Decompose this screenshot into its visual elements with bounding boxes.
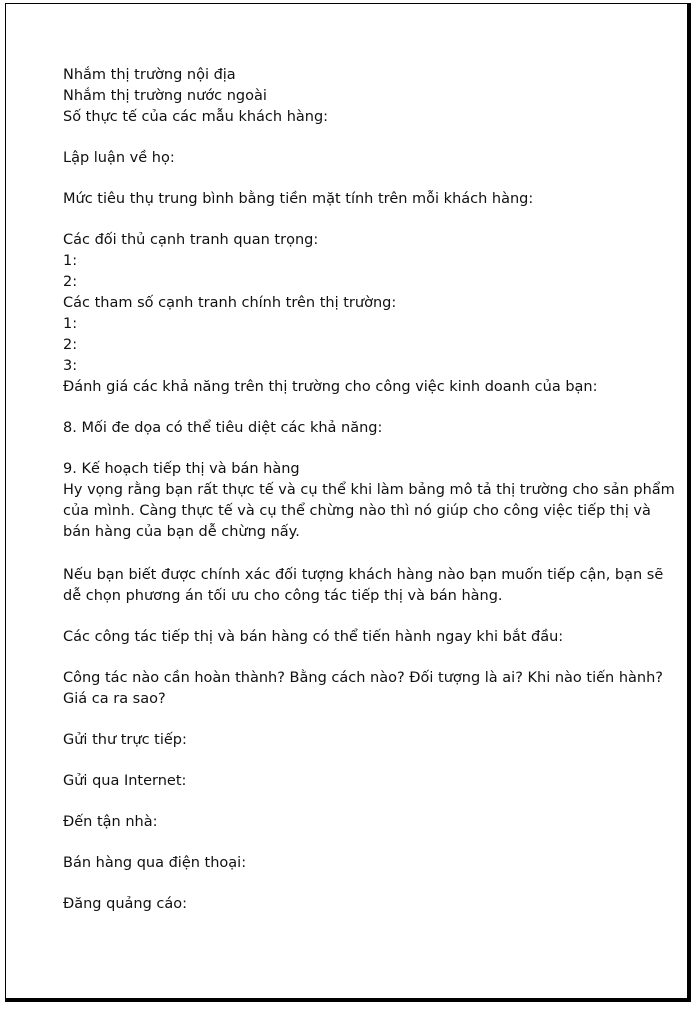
paragraph-line: Hy vọng rằng bạn rất thực tế và cụ thể khi làm bảng mô tả thị trường cho sản phẩm <box>63 482 675 498</box>
paragraph-line: Nếu bạn biết được chính xác đối tượng khách hàng nào bạn muốn tiếp cận, bạn sẽ <box>63 567 664 583</box>
text-line: Nhắm thị trường nước ngoài <box>63 88 267 104</box>
text-line: Mức tiêu thụ trung bình bằng tiền mặt tính trên mỗi khách hàng: <box>63 191 534 207</box>
section-heading: 8. Mối đe dọa có thể tiêu diệt các khả năng: <box>63 420 383 436</box>
text-line: Lập luận về họ: <box>63 150 175 166</box>
text-line: Các tham số cạnh tranh chính trên thị trường: <box>63 295 397 311</box>
text-line: Các đối thủ cạnh tranh quan trọng: <box>63 232 319 248</box>
paragraph-line: Công tác nào cần hoàn thành? Bằng cách nào? Đối tượng là ai? Khi nào tiến hành? <box>63 670 663 686</box>
paragraph-line: dễ chọn phương án tối ưu cho công tác tiếp thị và bán hàng. <box>63 588 503 604</box>
paragraph-line: của mình. Càng thực tế và cụ thể chừng nào thì nó giúp cho công việc tiếp thị và <box>63 503 651 519</box>
list-item: 2: <box>63 274 78 290</box>
section-heading: 9. Kế hoạch tiếp thị và bán hàng <box>63 461 300 477</box>
channel-item: Bán hàng qua điện thoại: <box>63 855 247 871</box>
document-body <box>63 65 675 915</box>
document-page <box>5 3 691 1002</box>
channel-item: Đăng quảng cáo: <box>63 896 188 912</box>
paragraph-line: bán hàng của bạn dễ chừng nấy. <box>63 524 300 540</box>
list-item: 2: <box>63 337 78 353</box>
list-item: 1: <box>63 316 78 332</box>
channel-item: Đến tận nhà: <box>63 814 158 830</box>
channel-item: Gửi qua Internet: <box>63 773 187 789</box>
text-line: Nhắm thị trường nội địa <box>63 67 236 83</box>
paragraph-line: Các công tác tiếp thị và bán hàng có thể tiến hành ngay khi bắt đầu: <box>63 629 564 645</box>
text-line: Số thực tế của các mẫu khách hàng: <box>63 109 329 125</box>
text-line: Đánh giá các khả năng trên thị trường cho công việc kinh doanh của bạn: <box>63 379 598 395</box>
list-item: 3: <box>63 358 78 374</box>
channel-item: Gửi thư trực tiếp: <box>63 732 187 748</box>
paragraph-line: Giá ca ra sao? <box>63 691 166 707</box>
list-item: 1: <box>63 253 78 269</box>
